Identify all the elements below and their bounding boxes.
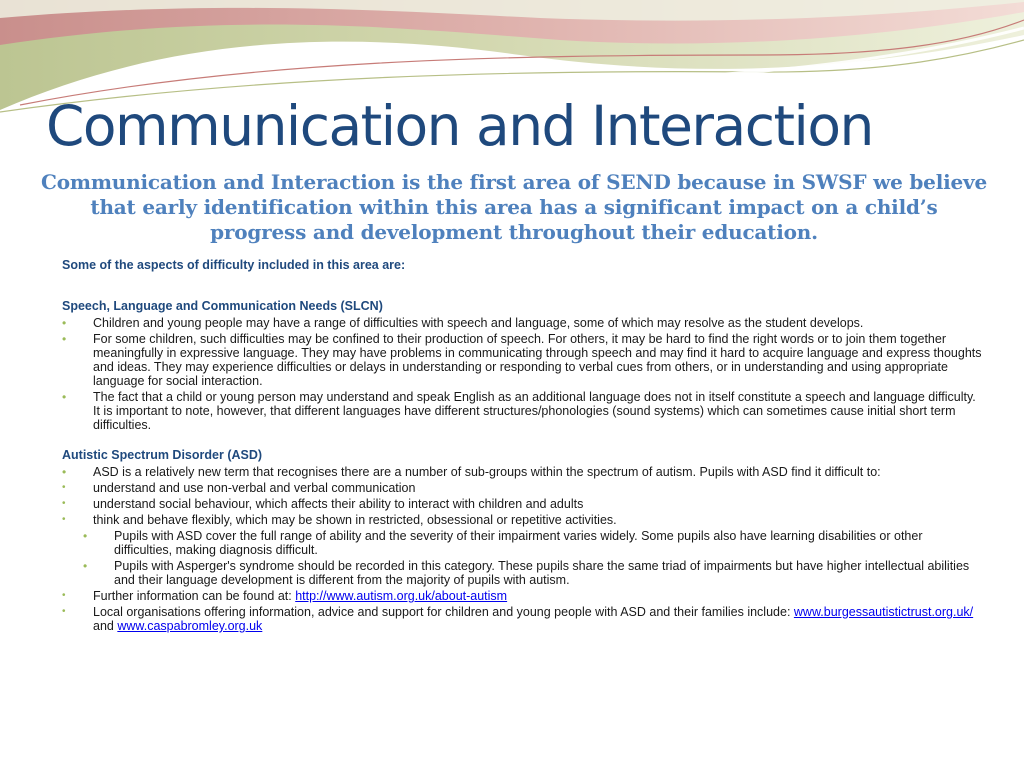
list-item-text: Pupils with Asperger's syndrome should be recorded in this category. These pupils share the same triad of impairments but have higher intellectual abilities and their language development is different from the majority of pupils with autism. [114, 559, 970, 587]
and-text: and [93, 619, 118, 633]
list-item-text: understand social behaviour, which affects their ability to interact with children and adults [93, 497, 584, 511]
autism-org-link[interactable]: http://www.autism.org.uk/about-autism [295, 589, 508, 603]
list-item-text: The fact that a child or young person may understand and speak English as an additional language does not in itself constitute a speech and language difficulty. It is important to note, however, that different languages have different structures/phonologies (sound systems) which can sometimes cause initial short term difficulties. [93, 390, 976, 432]
intro-statement: Communication and Interaction is the first area of SEND because in SWSF we believe that early identification within this area has a significant impact on a child’s progress and development throughout their education. [41, 170, 987, 244]
bullet-icon: • [62, 316, 67, 330]
bullet-icon: • [62, 606, 66, 617]
list-item [62, 316, 982, 330]
list-item [62, 332, 982, 388]
bullet-icon: • [62, 498, 66, 509]
list-item [62, 605, 982, 633]
bullet-icon: • [83, 529, 88, 543]
local-orgs-text: Local organisations offering information, advice and support for children and young people with ASD and their families include: [93, 605, 794, 619]
bullet-icon: • [62, 332, 67, 346]
list-item-text: understand and use non-verbal and verbal communication [93, 481, 416, 495]
list-item [62, 481, 982, 495]
bullet-icon: • [62, 590, 66, 601]
list-item-text: Pupils with ASD cover the full range of ability and the severity of their impairment varies widely. Some pupils also have learning disabilities or other difficulties, making diagnosis difficult. [114, 529, 923, 557]
list-item [62, 529, 982, 557]
list-item [62, 390, 982, 432]
list-item [62, 559, 982, 587]
list-item-text: ASD is a relatively new term that recognises there are a number of sub-groups within the spectrum of autism. Pupils with ASD find it difficult to: [93, 465, 881, 479]
aspects-heading: Some of the aspects of difficulty included in this area are: [62, 258, 406, 272]
bullet-icon: • [62, 465, 67, 479]
list-item-text: think and behave flexibly, which may be shown in restricted, obsessional or repetitive activities. [93, 513, 617, 527]
list-item-text: For some children, such difficulties may be confined to their production of speech. For others, it may be hard to find the right words or to join them together meaningfully in expressive language. They may have problems in communicating through speech and may find it hard to acquire language and express thoughts and ideas. They may experience difficulties or delays in understanding or responding to verbal cues from others, or in understanding and using appropriate language for social interaction. [93, 332, 982, 388]
asd-heading: Autistic Spectrum Disorder (ASD) [62, 448, 263, 462]
burgess-trust-link[interactable]: www.burgessautistictrust.org.uk/ [793, 605, 974, 619]
list-item [62, 513, 982, 527]
slide-title: Communication and Interaction [46, 94, 873, 158]
bullet-icon: • [62, 390, 67, 404]
slcn-list [62, 316, 982, 432]
slide-body [62, 258, 982, 635]
list-item-text: Children and young people may have a range of difficulties with speech and language, some of which may resolve as the student develops. [93, 316, 864, 330]
list-item [62, 497, 982, 511]
bullet-icon: • [62, 514, 66, 525]
bullet-icon: • [62, 482, 66, 493]
slcn-heading: Speech, Language and Communication Needs (SLCN) [62, 299, 383, 313]
asd-list [62, 465, 982, 633]
list-item [62, 465, 982, 479]
list-item [62, 589, 982, 603]
bullet-icon: • [83, 559, 88, 573]
caspa-bromley-link[interactable]: www.caspabromley.org.uk [117, 619, 263, 633]
further-info-text: Further information can be found at: [93, 589, 296, 603]
